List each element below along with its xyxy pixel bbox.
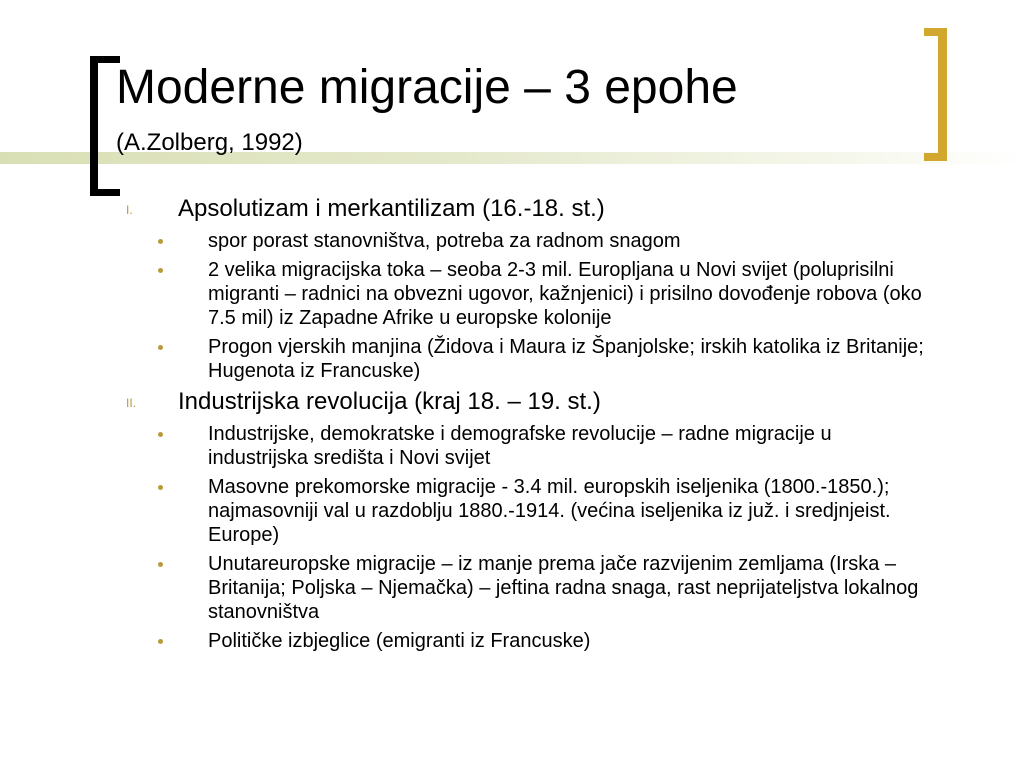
bullet-text: Političke izbjeglice (emigranti iz Francuske) bbox=[208, 630, 591, 652]
bullet-item bbox=[178, 422, 928, 470]
bullet-item bbox=[178, 335, 928, 383]
bullet-dot-icon bbox=[158, 432, 163, 437]
right-bracket-decoration bbox=[924, 28, 947, 161]
bullet-item bbox=[178, 475, 928, 547]
bullet-text: spor porast stanovništva, potreba za radnom snagom bbox=[208, 230, 681, 252]
section-1 bbox=[120, 194, 940, 383]
bullet-item bbox=[178, 629, 928, 653]
bullet-dot-icon bbox=[158, 268, 163, 273]
bullet-text: 2 velika migracijska toka – seoba 2-3 mil. Europljana u Novi svijet (poluprisilni migranti – radnici na obvezni ugovor, kažnjenici) i prisilno dovođenje robova (oko 7.5 mil) iz Zapadne Afrike u europske kolonije bbox=[208, 259, 922, 329]
bullet-dot-icon bbox=[158, 639, 163, 644]
section-title: Industrijska revolucija (kraj 18. – 19. st.) bbox=[178, 388, 601, 415]
slide-title: Moderne migracije – 3 epohe bbox=[116, 61, 738, 114]
bullet-item bbox=[178, 258, 928, 330]
section-number: II. bbox=[126, 396, 137, 410]
slide-content bbox=[120, 194, 940, 657]
section-2 bbox=[120, 387, 940, 653]
bullet-text: Unutareuropske migracije – iz manje prema jače razvijenim zemljama (Irska – Britanija; Poljska – Njemačka) – jeftina radna snaga, rast neprijateljstva lokalnog stanovništva bbox=[208, 553, 919, 623]
slide-subtitle: (A.Zolberg, 1992) bbox=[116, 129, 303, 156]
bullet-text: Masovne prekomorske migracije - 3.4 mil. europskih iseljenika (1800.-1850.); najmasovniji val u razdoblju 1880.-1914. (većina iseljenika iz juž. i sredjnjeist. Europe) bbox=[208, 476, 891, 546]
section-number: I. bbox=[126, 203, 133, 217]
bullet-dot-icon bbox=[158, 239, 163, 244]
bullet-dot-icon bbox=[158, 562, 163, 567]
bullet-dot-icon bbox=[158, 485, 163, 490]
bullet-item bbox=[178, 552, 928, 624]
section-title: Apsolutizam i merkantilizam (16.-18. st.) bbox=[178, 195, 605, 222]
bullet-dot-icon bbox=[158, 345, 163, 350]
bullet-text: Industrijske, demokratske i demografske revolucije – radne migracije u industrijska središta i Novi svijet bbox=[208, 423, 832, 469]
bullet-text: Progon vjerskih manjina (Židova i Maura iz Španjolske; irskih katolika iz Britanije; Hugenota iz Francuske) bbox=[208, 336, 924, 382]
bullet-item bbox=[178, 229, 928, 253]
